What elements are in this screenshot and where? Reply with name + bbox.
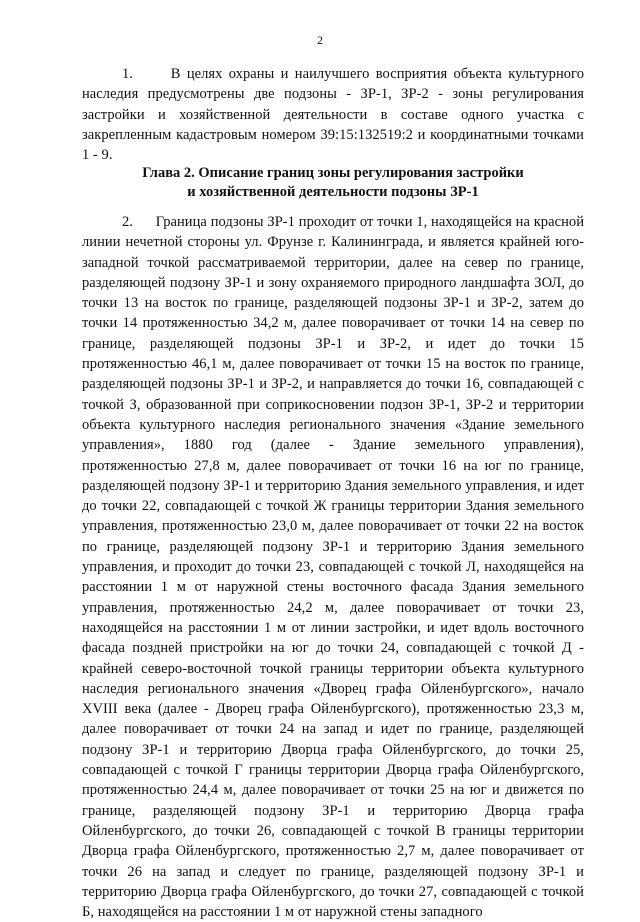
page-number: 2 (317, 33, 323, 47)
paragraph-2: 2. Граница подзоны ЗР-1 проходит от точки 1, находящейся на красной линии нечетной стороны ул. Фрунзе г. Калининграда, и является крайней юго-западной точкой рассматриваемой территории, далее на север по границе, разделяющей подзону ЗР-1 и зону охраняемого природного ландшафта ЗОЛ, до точки 13 на восток по границе, разделяющей подзоны ЗР-1 и ЗР-2, затем до точки 14 протяженностью 34,2 м, далее поворачивает от точки 14 на север по границе, разделяющей подзоны ЗР-1 и ЗР-2, и идет до точки 15 протяженностью 46,1 м, далее поворачивает от точки 15 на восток по границе, разделяющей подзоны ЗР-1 и ЗР-2, и направляется до точки 16, совпадающей с точкой З, образованной при соприкосновении подзон ЗР-1, ЗР-2 и территории объекта культурного наследия регионального значения «Здание земельного управления», 1880 год (далее - Здание земельного управления), протяженностью 27,8 м, далее поворачивает от точки 16 на юг по границе, разделяющей подзону ЗР-1 и территорию Здания земельного управления, и идет до точки 22, совпадающей с точкой Ж границы территории Здания земельного управления, протяженностью 23,0 м, далее поворачивает от точки 22 на восток по границе, разделяющей подзону ЗР-1 и территорию Здания земельного управления, и проходит до точки 23, совпадающей с точкой Л, находящейся на расстоянии 1 м от наружной стены восточного фасада Здания земельного управления, протяженностью 24,2 м, далее поворачивает от точки 23, находящейся на расстоянии 1 м от линии застройки, и идет вдоль восточного фасада поздней пристройки на юг до точки 24, совпадающей с точкой Д - крайней северо-восточной точкой границы территории объекта культурного наследия регионального значения «Дворец графа Ойленбургского», начало XVIII века (далее - Дворец графа Ойленбургского), протяженностью 23,3 м, далее поворачивает от точки 24 на запад и идет по границе, разделяющей подзону ЗР-1 и территорию Дворца графа Ойленбургского, до точки 25, совпадающей с точкой Г границы территории Дворца графа Ойленбургского, протяженностью 24,4 м, далее поворачивает от точки 25 на юг и движется по границе, разделяющей подзону ЗР-1 и территорию Дворца графа Ойленбургского, до точки 26, совпадающей с точкой В границы территории Дворца графа Ойленбургского, протяженностью 2,7 м, далее поворачивает от точки 26 на запад и следует по границе, разделяющей подзону ЗР-1 и территорию Дворца графа Ойленбургского, до точки 27, совпадающей с точкой Б, находящейся на расстоянии 1 м от наружной стены западного (82, 214, 584, 921)
paragraph-1: 1. В целях охраны и наилучшего восприятия объекта культурного наследия предусмотрены две подзоны - ЗР-1, ЗР-2 - зоны регулирования застройки и хозяйственной деятельности в составе одного участка с закрепленным кадастровым номером 39:15:132519:2 и координатными точками 1 - 9. (82, 66, 584, 164)
chapter-heading-line-1: Глава 2. Описание границ зоны регулирования застройки (142, 165, 524, 181)
chapter-heading-line-2: и хозяйственной деятельности подзоны ЗР-1 (187, 184, 479, 200)
chapter-heading (82, 164, 584, 202)
